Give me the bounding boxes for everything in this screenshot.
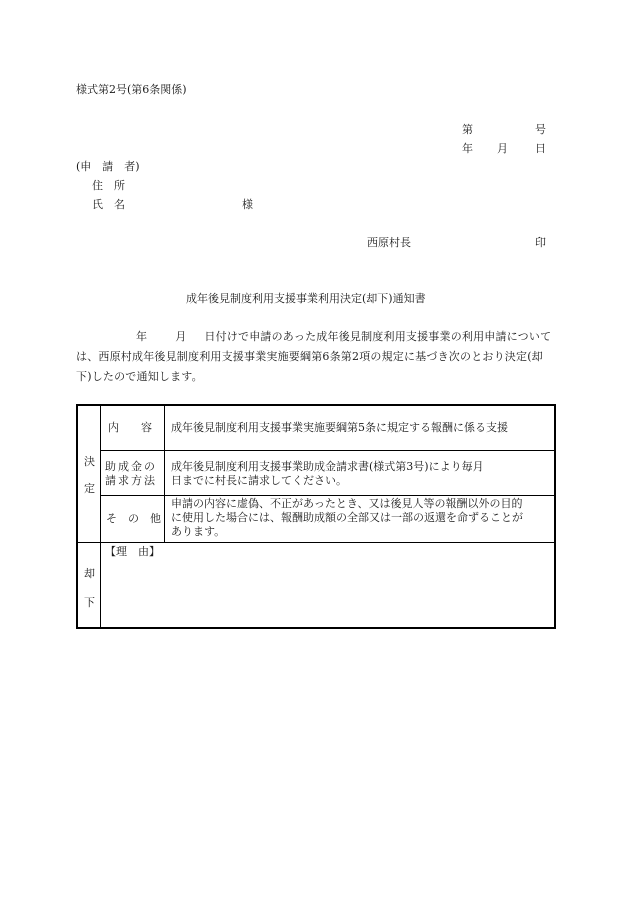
document-title: 成年後見制度利用支援事業利用決定(却下)通知書	[186, 292, 426, 305]
body-year-label: 年	[136, 330, 148, 343]
applicant-address-label: 住 所	[92, 179, 125, 192]
issuer-title: 西原村長	[367, 236, 411, 249]
notice-body	[76, 327, 556, 387]
table-divider-section	[78, 542, 554, 543]
applicant-heading: (申 請 者)	[76, 160, 140, 173]
row-claim-method-value-1: 成年後見制度利用支援事業助成金請求書(様式第3号)により毎月	[171, 460, 484, 473]
row-other-value-2: に使用した場合には、報酬助成額の全部又は一部の返還を命ずることが	[171, 511, 523, 524]
rejection-label-char-2: 下	[84, 596, 95, 609]
body-month-label: 月	[175, 330, 187, 343]
issuer-seal: 印	[535, 236, 546, 249]
date-day-label: 日	[535, 142, 546, 155]
table-divider-vertical-2	[164, 406, 165, 543]
row-other-value-1: 申請の内容に虚偽、不正があったとき、又は後見人等の報酬以外の目的	[171, 497, 523, 510]
rejection-label-char-1: 却	[84, 567, 95, 580]
rejection-reason-label: 【理 由】	[105, 545, 160, 558]
row-claim-method-value-2: 日までに村長に請求してください。	[171, 474, 347, 487]
form-number-label: 様式第2号(第6条関係)	[76, 83, 187, 96]
applicant-honorific: 様	[242, 198, 253, 211]
table-divider-vertical-1	[100, 406, 101, 627]
table-divider-row-1	[100, 450, 554, 451]
table-divider-row-2	[100, 495, 554, 496]
row-content-label: 内 容	[108, 421, 152, 434]
row-claim-method-label-2: 請求方法	[105, 474, 157, 487]
row-other-label: そ の 他	[106, 512, 161, 525]
decision-label-char-2: 定	[84, 482, 95, 495]
row-other-value-3: あります。	[171, 525, 226, 538]
row-content-value: 成年後見制度利用支援事業実施要綱第5条に規定する報酬に係る支援	[171, 421, 508, 434]
body-text: 日付けで申請のあった成年後見制度利用支援事業の利用申請については、西原村成年後見制度利用支援事業実施要綱第6条第2項の規定に基づき次のとおり決定(却下)したので通知します。	[76, 330, 552, 383]
date-month-label: 月	[497, 142, 508, 155]
date-year-label: 年	[462, 142, 473, 155]
applicant-name-label: 氏 名	[92, 198, 125, 211]
document-number-prefix: 第	[462, 123, 473, 136]
row-claim-method-label-1: 助成金の	[105, 460, 157, 473]
document-number-suffix: 号	[535, 123, 546, 136]
decision-label-char-1: 決	[84, 455, 95, 468]
decision-table	[76, 404, 556, 629]
